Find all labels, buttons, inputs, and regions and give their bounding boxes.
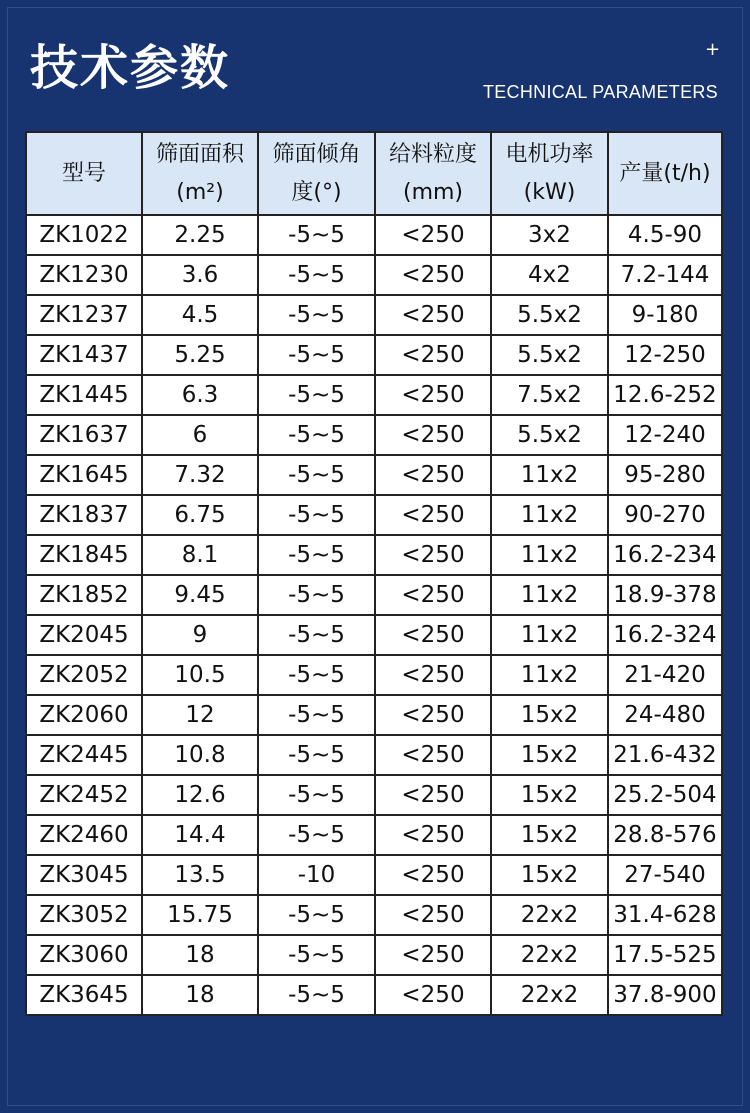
cell-screen-angle: -5~5 xyxy=(258,495,375,535)
cell-capacity: 27-540 xyxy=(608,855,722,895)
cell-motor-power: 5.5x2 xyxy=(491,335,608,375)
cell-screen-area: 10.8 xyxy=(142,735,258,775)
cell-capacity: 95-280 xyxy=(608,455,722,495)
table-header xyxy=(26,132,722,215)
column-header-line2: (kW) xyxy=(523,179,576,205)
cell-screen-area: 15.75 xyxy=(142,895,258,935)
cell-feed-size: <250 xyxy=(375,415,491,455)
column-header-line1: 筛面面积 xyxy=(155,141,244,167)
cell-screen-area: 8.1 xyxy=(142,535,258,575)
cell-screen-angle: -5~5 xyxy=(258,335,375,375)
cell-screen-area: 3.6 xyxy=(142,255,258,295)
cell-model: ZK1230 xyxy=(26,255,142,295)
table-row xyxy=(26,455,722,495)
cell-screen-angle: -5~5 xyxy=(258,415,375,455)
cell-screen-area: 4.5 xyxy=(142,295,258,335)
cell-screen-area: 9.45 xyxy=(142,575,258,615)
cell-capacity: 16.2-324 xyxy=(608,615,722,655)
table-row xyxy=(26,575,722,615)
table-row xyxy=(26,375,722,415)
cell-motor-power: 15x2 xyxy=(491,735,608,775)
cell-screen-area: 12.6 xyxy=(142,775,258,815)
column-header-model xyxy=(26,132,142,215)
cell-model: ZK1237 xyxy=(26,295,142,335)
cell-capacity: 37.8-900 xyxy=(608,975,722,1015)
cell-feed-size: <250 xyxy=(375,495,491,535)
table-row xyxy=(26,415,722,455)
cell-screen-angle: -5~5 xyxy=(258,775,375,815)
cell-feed-size: <250 xyxy=(375,455,491,495)
cell-model: ZK1837 xyxy=(26,495,142,535)
cell-motor-power: 15x2 xyxy=(491,775,608,815)
table-row xyxy=(26,335,722,375)
header-row xyxy=(26,132,722,215)
cell-capacity: 24-480 xyxy=(608,695,722,735)
cell-model: ZK1637 xyxy=(26,415,142,455)
cell-feed-size: <250 xyxy=(375,695,491,735)
cell-screen-angle: -5~5 xyxy=(258,975,375,1015)
cell-screen-angle: -5~5 xyxy=(258,695,375,735)
cell-screen-angle: -5~5 xyxy=(258,575,375,615)
cell-feed-size: <250 xyxy=(375,575,491,615)
table-row xyxy=(26,655,722,695)
cell-model: ZK1845 xyxy=(26,535,142,575)
cell-feed-size: <250 xyxy=(375,655,491,695)
cell-motor-power: 5.5x2 xyxy=(491,415,608,455)
cell-motor-power: 11x2 xyxy=(491,535,608,575)
cell-model: ZK1022 xyxy=(26,215,142,255)
table-row xyxy=(26,855,722,895)
column-header-screen-area xyxy=(142,132,258,215)
cell-motor-power: 22x2 xyxy=(491,975,608,1015)
table-body xyxy=(26,215,722,1015)
cell-feed-size: <250 xyxy=(375,815,491,855)
table-row xyxy=(26,935,722,975)
cell-screen-area: 14.4 xyxy=(142,815,258,855)
page-title: 技术参数 xyxy=(30,40,231,96)
cell-motor-power: 11x2 xyxy=(491,615,608,655)
parameters-table xyxy=(25,131,723,1016)
plus-icon: + xyxy=(705,39,721,60)
column-header-line1: 型号 xyxy=(61,160,106,186)
cell-motor-power: 7.5x2 xyxy=(491,375,608,415)
table-row xyxy=(26,695,722,735)
cell-screen-angle: -5~5 xyxy=(258,215,375,255)
cell-screen-area: 12 xyxy=(142,695,258,735)
cell-feed-size: <250 xyxy=(375,295,491,335)
cell-feed-size: <250 xyxy=(375,375,491,415)
cell-screen-angle: -5~5 xyxy=(258,535,375,575)
cell-screen-area: 6 xyxy=(142,415,258,455)
cell-capacity: 16.2-234 xyxy=(608,535,722,575)
cell-motor-power: 11x2 xyxy=(491,455,608,495)
table-row xyxy=(26,815,722,855)
cell-screen-angle: -5~5 xyxy=(258,295,375,335)
cell-model: ZK2445 xyxy=(26,735,142,775)
cell-model: ZK1645 xyxy=(26,455,142,495)
cell-feed-size: <250 xyxy=(375,535,491,575)
cell-model: ZK3045 xyxy=(26,855,142,895)
cell-screen-area: 13.5 xyxy=(142,855,258,895)
cell-model: ZK3052 xyxy=(26,895,142,935)
cell-motor-power: 15x2 xyxy=(491,815,608,855)
cell-feed-size: <250 xyxy=(375,215,491,255)
cell-motor-power: 11x2 xyxy=(491,575,608,615)
cell-motor-power: 15x2 xyxy=(491,695,608,735)
cell-model: ZK1437 xyxy=(26,335,142,375)
column-header-line1: 产量(t/h) xyxy=(619,160,711,186)
cell-motor-power: 3x2 xyxy=(491,215,608,255)
table-row xyxy=(26,775,722,815)
cell-model: ZK2060 xyxy=(26,695,142,735)
table-row xyxy=(26,295,722,335)
cell-screen-angle: -5~5 xyxy=(258,735,375,775)
column-header-line2: (m²) xyxy=(176,179,224,205)
cell-feed-size: <250 xyxy=(375,895,491,935)
cell-screen-angle: -5~5 xyxy=(258,255,375,295)
cell-capacity: 28.8-576 xyxy=(608,815,722,855)
cell-screen-angle: -5~5 xyxy=(258,935,375,975)
cell-capacity: 18.9-378 xyxy=(608,575,722,615)
column-header-line1: 电机功率 xyxy=(505,141,594,167)
cell-capacity: 7.2-144 xyxy=(608,255,722,295)
cell-motor-power: 15x2 xyxy=(491,855,608,895)
cell-screen-area: 18 xyxy=(142,935,258,975)
table-row xyxy=(26,975,722,1015)
cell-capacity: 12-240 xyxy=(608,415,722,455)
page-subtitle: TECHNICAL PARAMETERS xyxy=(482,82,718,102)
cell-feed-size: <250 xyxy=(375,975,491,1015)
cell-model: ZK3060 xyxy=(26,935,142,975)
table-row xyxy=(26,735,722,775)
cell-screen-angle: -10 xyxy=(258,855,375,895)
column-header-line1: 给料粒度 xyxy=(388,141,477,167)
cell-screen-angle: -5~5 xyxy=(258,655,375,695)
cell-model: ZK1852 xyxy=(26,575,142,615)
cell-screen-angle: -5~5 xyxy=(258,615,375,655)
cell-capacity: 31.4-628 xyxy=(608,895,722,935)
table-row xyxy=(26,615,722,655)
cell-screen-angle: -5~5 xyxy=(258,455,375,495)
cell-feed-size: <250 xyxy=(375,735,491,775)
cell-screen-area: 5.25 xyxy=(142,335,258,375)
cell-model: ZK2045 xyxy=(26,615,142,655)
cell-capacity: 4.5-90 xyxy=(608,215,722,255)
cell-capacity: 12.6-252 xyxy=(608,375,722,415)
cell-capacity: 21.6-432 xyxy=(608,735,722,775)
cell-screen-angle: -5~5 xyxy=(258,375,375,415)
table-row xyxy=(26,535,722,575)
cell-screen-area: 7.32 xyxy=(142,455,258,495)
cell-motor-power: 11x2 xyxy=(491,495,608,535)
cell-motor-power: 11x2 xyxy=(491,655,608,695)
cell-model: ZK2052 xyxy=(26,655,142,695)
column-header-capacity xyxy=(608,132,722,215)
cell-screen-area: 9 xyxy=(142,615,258,655)
column-header-line2: 度(°) xyxy=(291,179,342,205)
column-header-screen-angle xyxy=(258,132,375,215)
cell-capacity: 12-250 xyxy=(608,335,722,375)
cell-feed-size: <250 xyxy=(375,335,491,375)
cell-model: ZK3645 xyxy=(26,975,142,1015)
cell-screen-angle: -5~5 xyxy=(258,895,375,935)
cell-model: ZK2460 xyxy=(26,815,142,855)
column-header-motor-power xyxy=(491,132,608,215)
cell-screen-area: 18 xyxy=(142,975,258,1015)
cell-screen-area: 6.3 xyxy=(142,375,258,415)
cell-model: ZK1445 xyxy=(26,375,142,415)
table-row xyxy=(26,215,722,255)
cell-feed-size: <250 xyxy=(375,615,491,655)
cell-screen-area: 2.25 xyxy=(142,215,258,255)
table-row xyxy=(26,495,722,535)
cell-feed-size: <250 xyxy=(375,935,491,975)
cell-motor-power: 22x2 xyxy=(491,935,608,975)
table-row xyxy=(26,255,722,295)
cell-feed-size: <250 xyxy=(375,855,491,895)
cell-feed-size: <250 xyxy=(375,255,491,295)
cell-capacity: 90-270 xyxy=(608,495,722,535)
cell-motor-power: 4x2 xyxy=(491,255,608,295)
column-header-line1: 筛面倾角 xyxy=(272,141,361,167)
cell-capacity: 25.2-504 xyxy=(608,775,722,815)
cell-capacity: 17.5-525 xyxy=(608,935,722,975)
cell-model: ZK2452 xyxy=(26,775,142,815)
cell-screen-angle: -5~5 xyxy=(258,815,375,855)
column-header-feed-size xyxy=(375,132,491,215)
column-header-line2: (mm) xyxy=(402,179,464,205)
cell-capacity: 21-420 xyxy=(608,655,722,695)
cell-capacity: 9-180 xyxy=(608,295,722,335)
cell-screen-area: 6.75 xyxy=(142,495,258,535)
cell-screen-area: 10.5 xyxy=(142,655,258,695)
cell-motor-power: 22x2 xyxy=(491,895,608,935)
table-row xyxy=(26,895,722,935)
cell-feed-size: <250 xyxy=(375,775,491,815)
cell-motor-power: 5.5x2 xyxy=(491,295,608,335)
